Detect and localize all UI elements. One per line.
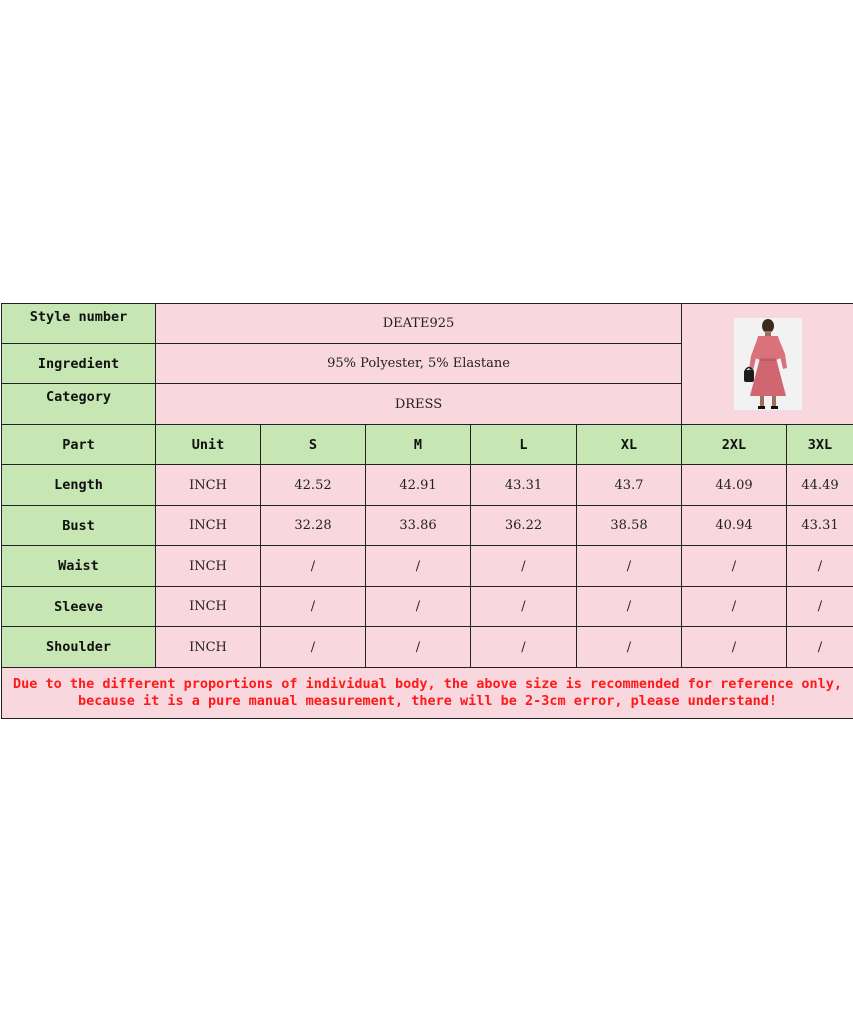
header-part: Part: [2, 425, 156, 465]
header-size-3xl: 3XL: [787, 425, 853, 465]
header-size-l: L: [471, 425, 577, 465]
measurement-disclaimer: Due to the different proportions of individual body, the above size is recommended for reference only, because it is a pure manual measurement, there will be 2-3cm error, please understand!: [2, 668, 853, 719]
row-value: 38.58: [577, 506, 682, 546]
row-part: Bust: [2, 506, 156, 546]
row-part: Waist: [2, 546, 156, 587]
table-row: [2, 546, 853, 587]
row-value: /: [682, 587, 787, 627]
row-value: 43.31: [471, 465, 577, 506]
row-value: 32.28: [261, 506, 366, 546]
row-unit: INCH: [156, 506, 261, 546]
row-value: /: [366, 546, 471, 587]
style-number-label: Style number: [2, 304, 156, 344]
header-row: [2, 425, 853, 465]
row-value: 43.7: [577, 465, 682, 506]
row-value: /: [366, 587, 471, 627]
style-number-value: DEATE925: [156, 304, 682, 344]
table-row: [2, 465, 853, 506]
row-value: /: [577, 546, 682, 587]
header-size-2xl: 2XL: [682, 425, 787, 465]
product-photo-cell: [682, 304, 853, 425]
row-value: /: [471, 627, 577, 668]
row-value: 44.49: [787, 465, 853, 506]
row-value: 33.86: [366, 506, 471, 546]
dress-model-image: [734, 318, 802, 410]
category-label: Category: [2, 384, 156, 425]
row-value: 44.09: [682, 465, 787, 506]
header-size-m: M: [366, 425, 471, 465]
row-value: /: [577, 627, 682, 668]
row-value: /: [787, 546, 853, 587]
table-row: [2, 506, 853, 546]
row-value: 43.31: [787, 506, 853, 546]
category-value: DRESS: [156, 384, 682, 425]
header-size-s: S: [261, 425, 366, 465]
header-size-xl: XL: [577, 425, 682, 465]
row-value: 42.91: [366, 465, 471, 506]
row-unit: INCH: [156, 627, 261, 668]
row-value: /: [261, 587, 366, 627]
row-unit: INCH: [156, 587, 261, 627]
row-value: /: [366, 627, 471, 668]
row-value: /: [471, 546, 577, 587]
size-table: [1, 303, 853, 719]
row-value: 40.94: [682, 506, 787, 546]
row-value: /: [577, 587, 682, 627]
ingredient-label: Ingredient: [2, 344, 156, 384]
row-unit: INCH: [156, 465, 261, 506]
ingredient-value: 95% Polyester, 5% Elastane: [156, 344, 682, 384]
row-value: /: [682, 546, 787, 587]
product-photo: [734, 318, 802, 410]
row-value: /: [471, 587, 577, 627]
row-unit: INCH: [156, 546, 261, 587]
row-value: /: [787, 587, 853, 627]
row-value: /: [261, 627, 366, 668]
row-part: Sleeve: [2, 587, 156, 627]
row-part: Shoulder: [2, 627, 156, 668]
row-value: /: [261, 546, 366, 587]
row-value: 42.52: [261, 465, 366, 506]
header-unit: Unit: [156, 425, 261, 465]
row-part: Length: [2, 465, 156, 506]
size-chart: [1, 303, 853, 719]
row-value: /: [682, 627, 787, 668]
table-row: [2, 587, 853, 627]
row-value: /: [787, 627, 853, 668]
row-value: 36.22: [471, 506, 577, 546]
table-row: [2, 627, 853, 668]
